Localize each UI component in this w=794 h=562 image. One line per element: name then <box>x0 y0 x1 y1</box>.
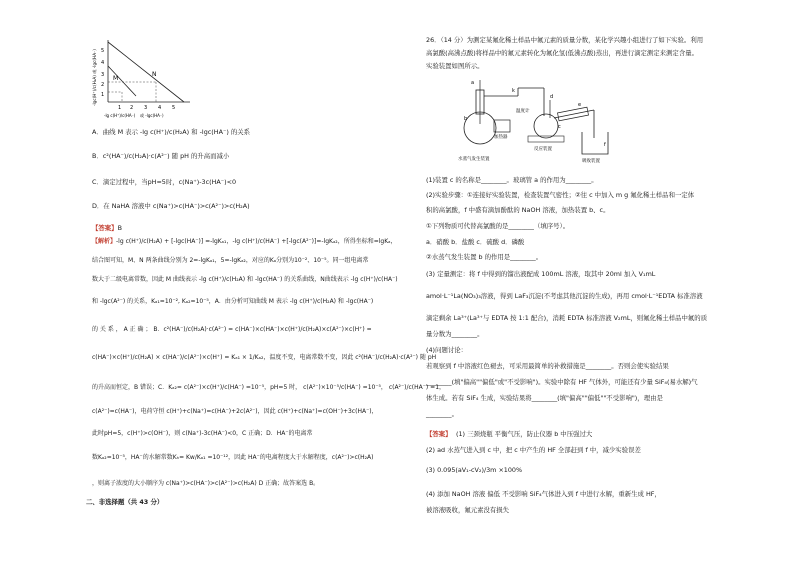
analysis-line: 的升高而恒定，B 错误；C．Kₐ₂= c(A²⁻)×c(H⁺)/c(HA⁻) =10⁻⁵，pH=5 时， c(A²⁻)×10⁻⁵/c(HA⁻) =10⁻⁵， c(A²⁻)/c(HA⁻) =1， <box>92 384 446 391</box>
apparatus-label-thermometer: 温度计 <box>516 109 530 114</box>
graph-y-tick: 2 <box>101 82 105 88</box>
option-b: B．c²(HA⁻)/c(H₂A)·c(A²⁻) 随 pH 的升高而减小 <box>92 152 230 160</box>
left-column <box>86 0 446 562</box>
graph-x-tick: 3 <box>144 105 148 111</box>
analysis-line: ，则离子浓度的大小顺序为 c(Na⁺)>c(HA⁻)>c(A²⁻)>c(H₂A) D 正确；故答案选 B。 <box>92 480 320 487</box>
option-c: C．滴定过程中，当pH=5时，c(Na⁺)-3c(HA⁻)<0 <box>92 178 237 186</box>
subquestion-line: ________(填"偏高""偏低"或"不受影响")。实验中除有 HF 气体外，可能还有少量 SiF₄(易水解)气 <box>426 378 698 386</box>
apparatus-label-absorb: 吸收装置 <box>582 159 600 164</box>
question-line: 高氯酸(高沸点酸)将样品中的氟元素转化为氟化氢(低沸点酸)蒸出，再进行滴定测定来测定含量。 <box>426 49 698 57</box>
apparatus-label-reaction: 反应装置 <box>534 147 552 152</box>
answer-label: 【答案】 <box>92 224 118 232</box>
subquestion-line: (3) 定量测定：将 f 中得到的馏出液配成 100mL 溶液，取其中 20ml 加入 V₁mL <box>426 270 656 278</box>
subquestion-line: (1)装置 c 的名称是________。玻璃管 a 的作用为________。 <box>426 176 598 184</box>
analysis-line: 数Kₐ₂=10⁻⁵，HA⁻的水解常数Kₕ= Kw/Kₐ₁ =10⁻¹²，因此 HA⁻的电离程度大于水解程度，c(A²⁻)>c(H₂A) <box>92 454 374 461</box>
graph-xlabel-mid: 或 -lgc(HA⁻) <box>140 113 164 118</box>
subquestion-line: ①下列物质可代替高氯酸的是________（填序号）。 <box>426 222 570 230</box>
analysis-line: 的 关 系 ， A 正 确 ； B．c²(HA⁻)/c(H₂A)·c(A²⁻) = c(HA⁻)×c(HA⁻)×c(H⁺)/c(H₂A)×c(A²⁻)×c(H⁺) = <box>92 326 372 333</box>
curve-label-m: M <box>113 75 119 82</box>
subquestion-line: a．硝酸 b．盐酸 c．硫酸 d．磷酸 <box>426 238 525 246</box>
graph-ylabel: -lgc(H⁺)/c(H₂A) 或 -lgc(HA⁻) <box>92 49 97 106</box>
question-line: 实验装置如图所示。 <box>426 62 484 70</box>
apparatus-label-e: e <box>578 102 582 108</box>
analysis-line: 结合图可知，M、N 两条曲线分别为 2=-lgKₐ₁，5=-lgKₐ₂，对应的Kₐ分别为10⁻²、10⁻⁵。同一组电离常 <box>92 257 369 264</box>
apparatus-label-c: c <box>558 124 561 130</box>
subquestion-line: ________。 <box>426 410 458 418</box>
apparatus-label-a: a <box>471 80 475 86</box>
apparatus-label-k: k <box>512 88 515 94</box>
analysis-line: 【解析】-lg c(H⁺)/c(H₂A) + [-lgc(HA⁻)] =-lgKₐ₁，-lg c(H⁺)/c(HA⁻) +[-lgc(A²⁻)]=-lgKₐ₂，所得坐标和=lgKₐ， <box>92 238 397 245</box>
graph-x-tick: 4 <box>158 105 162 111</box>
apparatus-label-generator: 水蒸气发生装置 <box>458 157 490 162</box>
titration-graph <box>90 36 220 120</box>
subquestion-line: 滴定剩余 La³⁺(La³⁺与 EDTA 按 1:1 配合)，消耗 EDTA 标准溶液 V₂mL，则氟化稀土样品中氟的质 <box>426 314 708 322</box>
subquestion-line: 量分数为________。 <box>426 330 484 338</box>
analysis-line: c(A²⁻)=c(HA⁻)，电荷守恒 c(H⁺)+c(Na⁺)=c(HA⁻)+2c(A²⁻)，因此 c(H⁺)+c(Na⁺)=c(OH⁻)+3c(HA⁻)， <box>92 408 378 415</box>
subquestion-line: 体生成。若有 SiF₄ 生成，实验结果将________(填"偏高""偏低""不受影响")，理由是 <box>426 394 663 402</box>
section-title: 二、非选择题（共 43 分） <box>86 498 164 506</box>
answer-line: (4) 添加 NaOH 溶液 偏低 不受影响 SiF₄气体进入到 f 中进行水解，重新生成 HF， <box>426 490 661 498</box>
graph-x-tick: 1 <box>118 105 122 111</box>
graph-y-tick: 3 <box>101 72 105 78</box>
subquestion-line: (2)实验步骤：①连接好实验装置，检查装置气密性；②往 c 中加入 m g 氟化稀土样品和一定体 <box>426 191 695 199</box>
curve-label-n: N <box>152 71 157 78</box>
analysis-line: 和 -lgc(A²⁻) 的关系，Kₐ₁=10⁻², Kₐ₂=10⁻⁵，A．由分析可知曲线 M 表示 -lg c(H⁺)/c(H₂A) 和 -lgc(HA⁻) <box>92 298 374 305</box>
answer-line: (3) 0.095(aV₁-cV₂)/3m ×100% <box>426 466 523 474</box>
option-d: D．在 NaHA 溶液中 c(Na⁺)>c(HA⁻)>c(A²⁻)>c(H₂A) <box>92 202 250 210</box>
apparatus-diagram <box>454 76 624 166</box>
graph-y-tick: 1 <box>101 92 105 98</box>
subquestion-line: 若观察到 f 中溶液红色褪去，可采用最简单的补救措施是________。否则会使实验结果 <box>426 362 669 370</box>
subquestion-line: amol·L⁻¹La(NO₃)₃溶液，得到 LaF₃沉淀(不考虑其他沉淀的生成)，再用 cmol·L⁻¹EDTA 标准溶液 <box>426 292 703 300</box>
answer-value: B <box>117 224 122 232</box>
answer-row <box>92 224 122 232</box>
apparatus-label-heater: 加热器 <box>494 135 508 140</box>
answer-label: 【答案】 <box>426 430 452 438</box>
analysis-line: 数大于二级电离常数，因此 M 曲线表示 -lg c(H⁺)/c(H₂A) 和 -lgc(HA⁻) 的关系曲线，N曲线表示 -lg c(H⁺)/c(HA⁻) <box>92 276 398 283</box>
analysis-label: 【解析】 <box>92 238 117 245</box>
answer-line: (1) 三颈烧瓶 平衡气压，防止仪器 b 中压强过大 <box>456 430 593 438</box>
answer-line: (2) ad 水蒸气进入到 c 中，把 c 中产生的 HF 全部赶到 f 中，减少实验误差 <box>426 446 641 454</box>
question-line: 26．（14 分）为测定某氟化稀土样品中氟元素的质量分数，某化学兴趣小组进行了如下实验。利用 <box>426 36 704 44</box>
right-column <box>426 0 756 562</box>
analysis-line: 此时pH=5，c(H⁺)>c(OH⁻)，则 c(Na⁺)-3c(HA⁻)<0，C 正确；D．HA⁻的电离常 <box>92 430 313 437</box>
subquestion-line: 积的高氯酸，f 中盛有滴加酚酞的 NaOH 溶液，加热装置 b、c。 <box>426 206 610 214</box>
answer-line: 被溶液吸收，氟元素没有损失 <box>426 506 510 514</box>
subquestion-line: (4)问题讨论： <box>426 346 468 354</box>
subquestion-line: ②水蒸气发生装置 b 的作用是________。 <box>426 253 543 261</box>
apparatus-label-f: f <box>604 142 606 148</box>
graph-y-tick: 5 <box>101 48 105 54</box>
apparatus-label-d: d <box>550 94 554 100</box>
graph-x-tick: 2 <box>130 105 134 111</box>
graph-x-tick: 5 <box>172 105 176 111</box>
graph-xlabel-left: -lg c(H⁺)/c(HA⁻) <box>104 113 136 118</box>
graph-y-tick: 4 <box>101 60 105 66</box>
analysis-line: c(HA⁻)×c(H⁺)/c(H₂A) × c(HA⁻)/c(A²⁻)×c(H⁺) = Kₐ₁ × 1/Kₐ₂，温度不变，电离常数不变，因此 c²(HA⁻)/c(H₂A)·c(A²⁻) 随 pH <box>92 354 437 361</box>
apparatus-label-b: b <box>464 116 468 122</box>
option-a: A．曲线 M 表示 -lg c(H⁺)/c(H₂A) 和 -lgc(HA⁻) 的关系 <box>92 128 251 136</box>
